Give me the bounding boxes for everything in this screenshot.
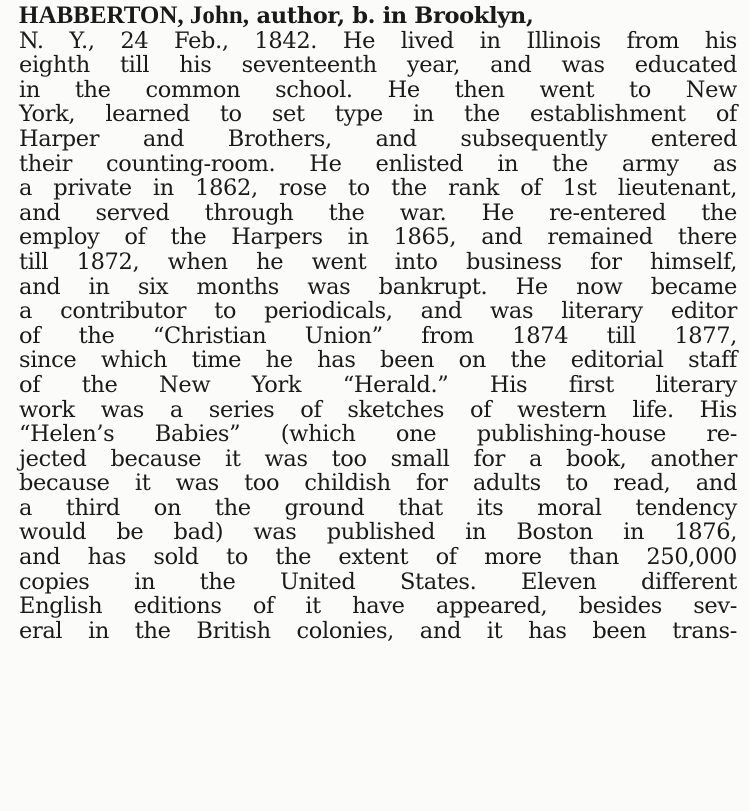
- entry-line: of the “Christian Union” from 1874 till 1877,: [19, 322, 737, 349]
- entry-line: of the New York “Herald.” His first literary: [19, 371, 737, 398]
- entry-line: since which time he has been on the editorial staff: [19, 347, 737, 374]
- entry-intro: author, b. in Brooklyn,: [248, 3, 534, 29]
- entry-line: work was a series of sketches of western life. His: [19, 396, 737, 423]
- entry-line: jected because it was too small for a book, another: [19, 445, 737, 472]
- entry-line: till 1872, when he went into business for himself,: [19, 248, 737, 275]
- entry-line: a contributor to periodicals, and was literary editor: [19, 298, 737, 325]
- entry-line: Harper and Brothers, and subsequently entered: [19, 125, 737, 152]
- entry-line: in the common school. He then went to New: [19, 76, 737, 103]
- entry-line: a private in 1862, rose to the rank of 1st lieutenant,: [19, 175, 737, 202]
- entry-line: a third on the ground that its moral tendency: [19, 494, 737, 521]
- entry-line: and served through the war. He re-entered the: [19, 199, 737, 226]
- entry-line: and has sold to the extent of more than 250,000: [19, 544, 737, 571]
- entry-line: their counting-room. He enlisted in the army as: [19, 150, 737, 177]
- entry-line: and in six months was bankrupt. He now became: [19, 273, 737, 300]
- entry-line: York, learned to set type in the establishment of: [19, 101, 737, 128]
- biographical-entry: [19, 4, 737, 643]
- entry-line: because it was too childish for adults to read, and: [19, 470, 737, 497]
- entry-line: English editions of it have appeared, besides sev-: [19, 593, 737, 620]
- entry-line: “Helen’s Babies” (which one publishing-house re-: [19, 421, 737, 448]
- entry-heading-line: [19, 4, 737, 29]
- entry-line: N. Y., 24 Feb., 1842. He lived in Illinois from his: [19, 27, 737, 54]
- entry-line: copies in the United States. Eleven different: [19, 568, 737, 595]
- entry-line: eighth till his seventeenth year, and was educated: [19, 52, 737, 79]
- entry-line: employ of the Harpers in 1865, and remained there: [19, 224, 737, 251]
- entry-line: eral in the British colonies, and it has been trans-: [19, 617, 737, 644]
- entry-name: HABBERTON, John,: [19, 2, 249, 29]
- entry-line: would be bad) was published in Boston in 1876,: [19, 519, 737, 546]
